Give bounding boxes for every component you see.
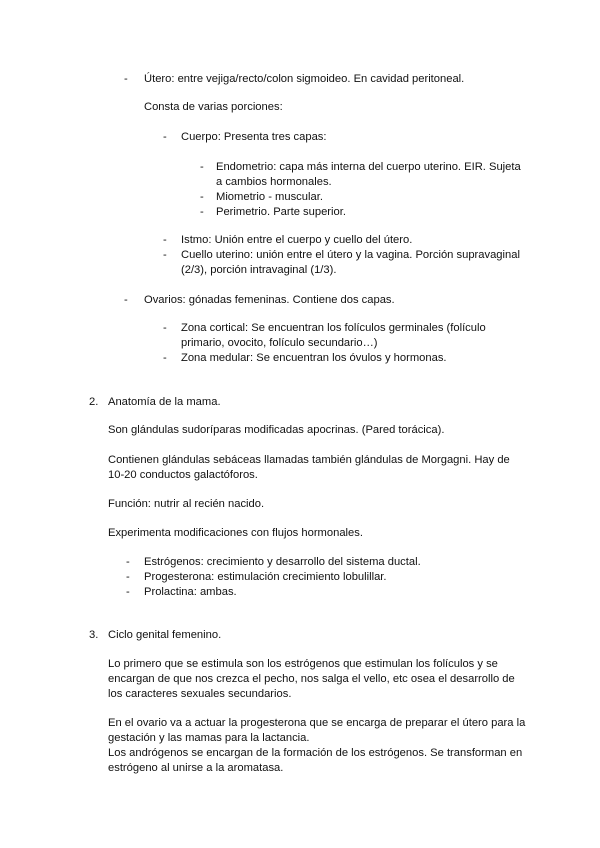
bullet-dash: - (126, 556, 130, 568)
paragraph-line-2: estrógeno al unirse a la aromatasa. (108, 762, 284, 774)
paragraph: Experimenta modificaciones con flujos hormonales. (108, 527, 363, 539)
section-number: 3. (89, 629, 99, 641)
paragraph-line-1: En el ovario va a actuar la progesterona que se encarga de preparar el útero para la (108, 717, 526, 729)
bullet-dash: - (163, 234, 167, 246)
bullet-dash: - (163, 249, 167, 261)
cuerpo-text: Cuerpo: Presenta tres capas: (181, 131, 327, 143)
ovarios-text: Ovarios: gónadas femeninas. Contiene dos capas. (144, 294, 395, 306)
bullet-dash: - (124, 73, 128, 85)
paragraph-line-1: Contienen glándulas sebáceas llamadas también glándulas de Morgagni. Hay de (108, 454, 510, 466)
paragraph: Son glándulas sudoríparas modificadas apocrinas. (Pared torácica). (108, 424, 445, 436)
paragraph-line-1: Lo primero que se estimula son los estrógenos que estimulan los folículos y se (108, 658, 498, 670)
bullet-dash: - (163, 352, 167, 364)
bullet-dash: - (200, 206, 204, 218)
hormona-prolactina: Prolactina: ambas. (144, 586, 237, 598)
paragraph-line-3: los caracteres sexuales secundarios. (108, 688, 292, 700)
section-title: Anatomía de la mama. (108, 396, 221, 408)
bullet-dash: - (200, 191, 204, 203)
capa-miometrio: Miometrio - muscular. (216, 191, 323, 203)
paragraph: Función: nutrir al recién nacido. (108, 498, 265, 510)
section-number: 2. (89, 396, 99, 408)
bullet-dash: - (124, 294, 128, 306)
section-title: Ciclo genital femenino. (108, 629, 222, 641)
paragraph-line-2: 10-20 conductos galactóforos. (108, 469, 258, 481)
cuello-line-2: (2/3), porción intravaginal (1/3). (181, 264, 337, 276)
bullet-dash: - (163, 322, 167, 334)
paragraph-line-1: Los andrógenos se encargan de la formación de los estrógenos. Se transforman en (108, 747, 523, 759)
cuello-line-1: Cuello uterino: unión entre el útero y la vagina. Porción supravaginal (181, 249, 520, 261)
porciones-intro: Consta de varias porciones: (144, 101, 283, 113)
bullet-dash: - (200, 161, 204, 173)
capa-perimetrio: Perimetrio. Parte superior. (216, 206, 346, 218)
paragraph-line-2: gestación y las mamas para la lactancia. (108, 732, 310, 744)
zona-medular: Zona medular: Se encuentran los óvulos y hormonas. (181, 352, 447, 364)
hormona-estrogenos: Estrógenos: crecimiento y desarrollo del sistema ductal. (144, 556, 421, 568)
paragraph-line-2: encargan de que nos crezca el pecho, nos salga el vello, etc osea el desarrollo de (108, 673, 515, 685)
hormona-progesterona: Progesterona: estimulación crecimiento lobulillar. (144, 571, 387, 583)
zona-cortical-line-2: primario, ovocito, folículo secundario…) (181, 337, 378, 349)
capa-endometrio-line-2: a cambios hormonales. (216, 176, 332, 188)
istmo-text: Istmo: Unión entre el cuerpo y cuello del útero. (181, 234, 413, 246)
zona-cortical-line-1: Zona cortical: Se encuentran los folículos germinales (folículo (181, 322, 486, 334)
bullet-dash: - (126, 586, 130, 598)
utero-text: Útero: entre vejiga/recto/colon sigmoideo. En cavidad peritoneal. (144, 73, 465, 85)
bullet-dash: - (126, 571, 130, 583)
capa-endometrio-line-1: Endometrio: capa más interna del cuerpo uterino. EIR. Sujeta (216, 161, 521, 173)
bullet-dash: - (163, 131, 167, 143)
